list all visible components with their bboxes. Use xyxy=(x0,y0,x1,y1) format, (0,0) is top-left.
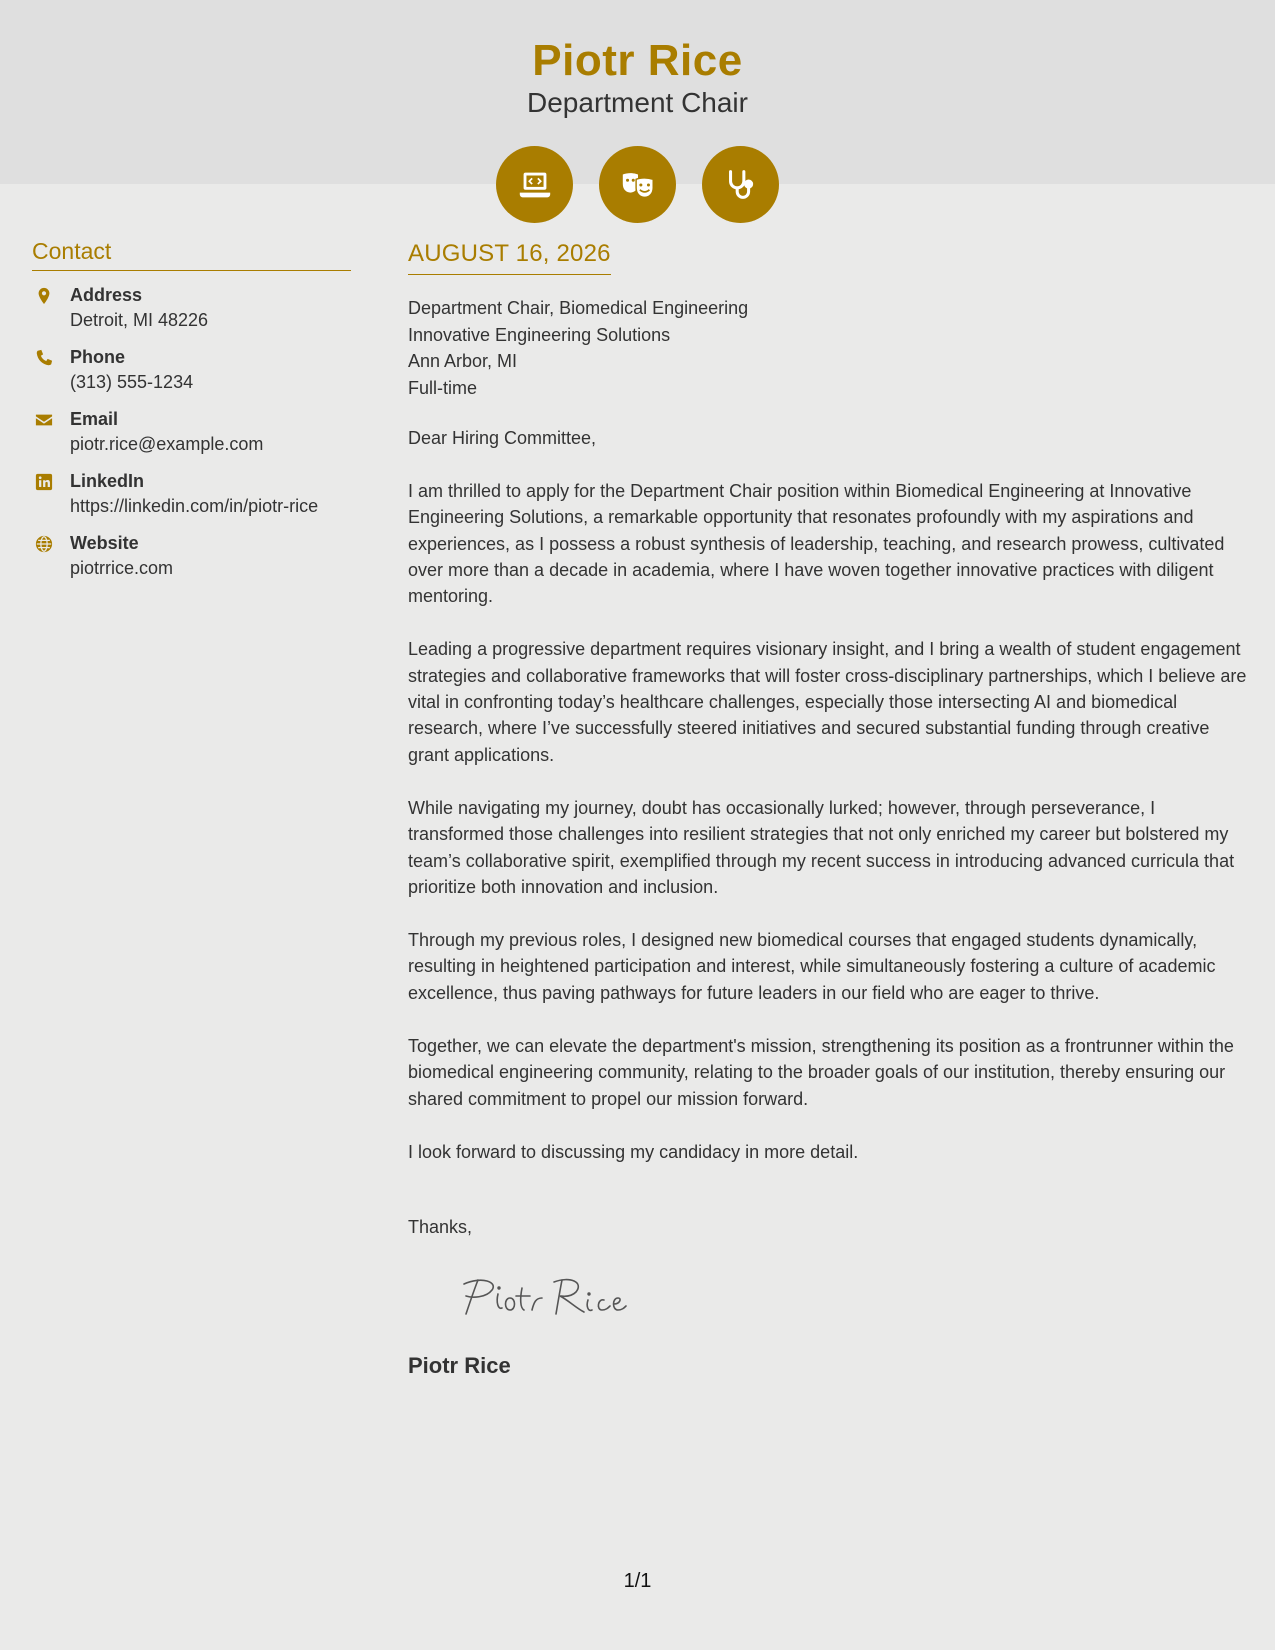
interest-icons xyxy=(496,146,779,223)
body-paragraph: Leading a progressive department requires visionary insight, and I bring a wealth of student engagement strategies and collaborative frameworks that will foster cross-disciplinary partnerships, which I believe are vital in confronting today’s healthcare challenges, especially those intersecting AI and biomedical research, where I’ve successfully steered initiatives and secured substantial funding through creative grant applications. xyxy=(408,639,1247,765)
contact-value[interactable]: piotrrice.com xyxy=(70,558,174,578)
body-paragraph: Together, we can elevate the department's mission, strengthening its position as a frontrunner within the biomedical engineering community, relating to the broader goals of our institution, thereby ensuring our shared commitment to propel our mission forward. xyxy=(408,1036,1234,1109)
recipient-line: Full-time xyxy=(408,377,478,398)
contact-sidebar xyxy=(32,238,351,593)
map-pin-icon xyxy=(32,283,70,333)
letter-date: AUGUST 16, 2026 xyxy=(408,240,611,267)
letter-body xyxy=(408,240,1248,1379)
recipient-line: Ann Arbor, MI xyxy=(408,351,518,371)
closing: Thanks, xyxy=(408,1217,473,1238)
globe-icon xyxy=(32,531,70,581)
date-heading xyxy=(408,240,611,275)
contact-value[interactable]: (313) 555-1234 xyxy=(70,372,194,392)
contact-label: Email xyxy=(70,409,119,429)
body-paragraph: I look forward to discussing my candidacy in more detail. xyxy=(408,1141,859,1162)
body-paragraph: Through my previous roles, I designed new biomedical courses that engaged students dynamically, resulting in heightened participation and interest, while simultaneously fostering a culture of academic excellence, thus paving pathways for future leaders in our field who are eager to thrive. xyxy=(408,930,1216,1003)
applicant-title: Department Chair xyxy=(527,87,748,118)
salutation: Dear Hiring Committee, xyxy=(408,428,597,448)
contact-label: Phone xyxy=(70,347,126,367)
recipient-line: Department Chair, Biomedical Engineering xyxy=(408,298,749,318)
contact-value[interactable]: https://linkedin.com/in/piotr-rice xyxy=(70,496,319,516)
theater-masks-icon xyxy=(599,146,676,223)
contact-address xyxy=(32,283,351,333)
applicant-name: Piotr Rice xyxy=(532,36,743,85)
envelope-icon xyxy=(32,407,70,457)
contact-website xyxy=(32,531,351,581)
recipient-block xyxy=(408,295,1248,401)
recipient-line: Innovative Engineering Solutions xyxy=(408,324,671,345)
contact-heading: Contact xyxy=(32,238,351,271)
laptop-code-icon xyxy=(496,146,573,223)
contact-label: Address xyxy=(70,285,143,305)
contact-phone xyxy=(32,345,351,395)
linkedin-icon xyxy=(32,469,70,519)
contact-value[interactable]: piotr.rice@example.com xyxy=(70,434,264,454)
contact-value: Detroit, MI 48226 xyxy=(70,310,209,330)
body-paragraph: I am thrilled to apply for the Department Chair position within Biomedical Engineering at Innovative Engineering Solutions, a remarkable opportunity that resonates profoundly with my aspirations and experiences, as I possess a robust synthesis of leadership, teaching, and research prowess, cultivated over more than a decade in academia, where I have woven together innovative practices with diligent mentoring. xyxy=(408,481,1225,607)
handwritten-signature xyxy=(452,1274,1248,1323)
contact-email xyxy=(32,407,351,457)
contact-label: LinkedIn xyxy=(70,471,145,491)
contact-label: Website xyxy=(70,533,139,553)
signer-name: Piotr Rice xyxy=(408,1353,511,1379)
stethoscope-icon xyxy=(702,146,779,223)
phone-icon xyxy=(32,345,70,395)
contact-linkedin xyxy=(32,469,351,519)
body-paragraph: While navigating my journey, doubt has occasionally lurked; however, through perseverance, I transformed those challenges into resilient strategies that not only enriched my career but bolstered my team’s collaborative spirit, exemplified through my recent success in introducing advanced curricula that prioritize both innovation and inclusion. xyxy=(408,797,1235,897)
page-number: 1/1 xyxy=(623,1570,652,1592)
